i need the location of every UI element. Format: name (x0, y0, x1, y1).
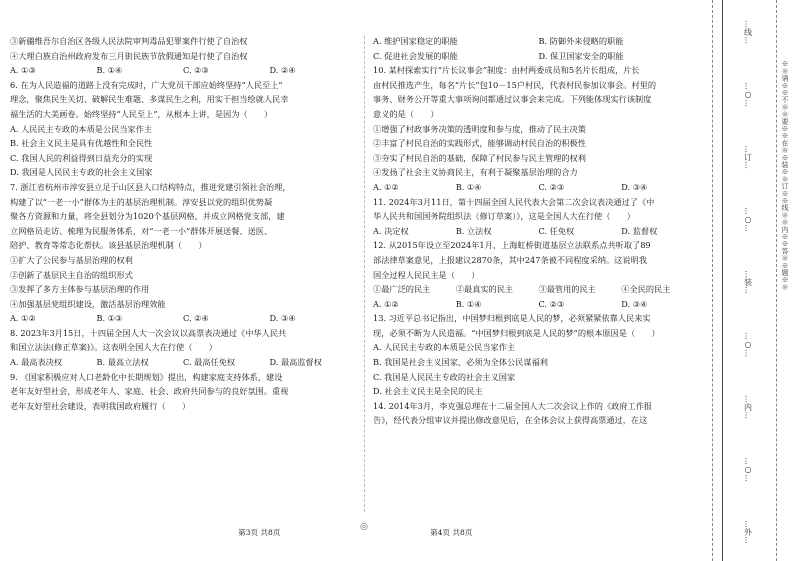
text-line: ④加强基层党组织建设，激活基层治理效能 (10, 298, 166, 309)
answer-option: D. ③④ (621, 298, 648, 309)
text-line: ③夯实了村民自治的基础，保障了村民参与民主管理的权利 (373, 152, 586, 163)
answer-option: B. ①③ (96, 313, 123, 324)
text-line: 理念，聚焦民生关切、破解民生难题、多谋民生之利，用实干担当绘就人民幸 (10, 94, 289, 105)
text-line: A. 人民民主专政的本质是公民当家作主 (10, 123, 153, 134)
text-line: 9. 《国家积极应对人口老龄化中长期规划》提出，构建家庭支持体系，建设 (10, 371, 283, 382)
text-line: 和国立法法(修正草案)》。这表明全国人大在行使（ ） (10, 342, 217, 353)
text-line: 10. 某村探索实行“片长议事会”制度：由村两委成员和5名片长组成，片长 (373, 65, 640, 76)
text-line: 8. 2023年3月15日，十四届全国人大一次会议以高票表决通过《中华人民共 (10, 327, 287, 338)
answer-options-row (373, 224, 704, 239)
answer-option: B. 最高立法权 (96, 357, 149, 368)
answer-option: D. ③④ (621, 181, 648, 192)
binding-dashed-line-inner (776, 0, 777, 561)
center-dot-icon: ◎ (360, 522, 368, 532)
left-page-column (10, 34, 356, 413)
answer-option: ④全民的民主 (621, 284, 671, 295)
binding-label: …装… (743, 270, 753, 294)
text-line: 事务、财务公开等重大事项询问都通过议事会来完成。下列能体现实行该制度 (373, 94, 652, 105)
binding-label: …内… (743, 395, 753, 419)
binding-label: …线… (743, 20, 753, 44)
text-line: 13. 习近平总书记指出，中国梦归根到底是人民的梦，必须紧紧依靠人民来实 (373, 313, 651, 324)
text-line: C. 我国是人民民主专政的社会主义国家 (373, 371, 516, 382)
text-line: 7. 浙江省杭州市淳安县立足于山区县人口结构特点，推进党建引领社会治理， (10, 181, 291, 192)
answer-options-row (10, 355, 356, 370)
page-number-right: 第4页 共8页 (430, 528, 473, 537)
answer-option: A. 维护国家稳定的职能 (373, 36, 458, 46)
answer-option: A. ①② (373, 181, 399, 192)
text-line: ④大理白族自治州政府发布三月街民族节放假通知是行使了自治权 (10, 50, 248, 61)
answer-option: ②最真实的民主 (455, 284, 514, 295)
text-line: 现，必须不断为人民造福。“中国梦归根到底是人民的梦”的根本原因是（ ） (373, 327, 660, 338)
text-line: 福生活的大美画卷。始终坚持“人民至上”，从根本上讲，是因为（ ） (10, 108, 273, 119)
text-line: 部法律草案意见，上报建议2870条，其中247条被不同程度采纳。这说明我 (373, 254, 647, 265)
answer-option: C. ②③ (538, 181, 565, 192)
answer-options-row (373, 34, 704, 49)
answer-option: C. 最高任免权 (183, 357, 236, 368)
answer-option: C. ②③ (538, 298, 565, 309)
answer-options-row (10, 63, 356, 78)
answer-option: D. 最高监督权 (269, 357, 322, 368)
text-line: 老年友好型社会建设，表明我国政府履行（ ） (10, 400, 191, 411)
text-line: 意义的是（ ） (373, 108, 439, 119)
answer-options-row (373, 49, 704, 64)
answer-option: ①最广泛的民主 (373, 284, 431, 295)
text-line: ①扩大了公民参与基层治理的权利 (10, 254, 133, 265)
answer-options-row (10, 311, 356, 326)
answer-options-row (373, 282, 704, 297)
text-line: 陪护、教育等常态化帮扶。该县基层治理机制（ ） (10, 240, 207, 251)
binding-dashed-line-outer (712, 0, 713, 561)
binding-warning-text: ※※请※※不※※要※※在※※装※※订※※线※※内※※答※※题※※ (781, 60, 789, 291)
text-line: 国全过程人民民主是（ ） (373, 269, 480, 280)
answer-option: C. 任免权 (538, 225, 575, 236)
text-line: 11. 2024年3月11日，第十四届全国人民代表大会第二次会议表决通过了《中 (373, 196, 655, 207)
text-line: ④发扬了社会主义协商民主，有利于凝聚基层治理的合力 (373, 167, 578, 178)
text-line: 由村民推选产生，每名“片长”包10－15户村民，代表村民参加议事会。村里的 (373, 79, 657, 90)
answer-option: A. 最高表决权 (10, 357, 63, 368)
answer-option: C. ②③ (183, 65, 209, 76)
answer-option: D. ②④ (269, 65, 296, 76)
text-line: ①增强了村政事务决策的透明度和参与度，推动了民主决策 (373, 123, 586, 134)
binding-label: …外… (743, 520, 753, 544)
text-line: 告》，经代表分组审议并提出修改意见后，在全体会议上获得高票通过，在这 (373, 415, 648, 426)
answer-option: B. ①④ (455, 181, 482, 192)
text-line: 构建了以“一老一小”群体为主的基层治理机制。淳安县以党的组织优势凝 (10, 196, 273, 207)
text-line: 12. 从2015年设立至2024年1月，上海虹桥街道基层立法联系点共听取了89 (373, 240, 651, 251)
answer-option: B. ①④ (96, 65, 123, 76)
text-line: 华人民共和国国务院组织法（修订草案）》，这是全国人大在行使（ ） (373, 211, 635, 222)
answer-option: ③最管用的民主 (538, 284, 596, 295)
answer-option: B. 防御外来侵略的职能 (538, 36, 624, 46)
text-line: D. 我国是人民民主专政的社会主义国家 (10, 167, 153, 178)
text-line: ②丰富了村民自治的实践形式，能够调动村民自治的积极性 (373, 138, 586, 149)
binding-label: …○… (743, 207, 753, 232)
text-line: A. 人民民主专政的本质是公民当家作主 (373, 342, 516, 353)
answer-option: A. ①② (373, 298, 399, 309)
answer-option: C. ②④ (183, 313, 209, 324)
answer-option: C. 促进社会发展的职能 (373, 50, 458, 61)
text-line: ③发挥了多方主体参与基层治理的作用 (10, 284, 150, 295)
text-line: 老年友好型社会，形成老年人、家庭、社会、政府共同参与的良好氛围。重视 (10, 386, 289, 397)
binding-label: …订… (743, 145, 753, 169)
text-line: B. 社会主义民主是具有优越性和全民性 (10, 138, 153, 149)
text-line: 14. 2014年3月，李克强总理在十二届全国人大二次会议上作的《政府工作报 (373, 400, 653, 411)
text-line: D. 社会主义民主是全民的民主 (373, 386, 483, 397)
text-line: 立网格员走访、梳理为民服务体系，对“一老一小”群体开展送餐、送医、 (10, 225, 273, 236)
right-page-column (373, 34, 704, 428)
text-line: ③新疆维吾尔自治区各级人民法院审判毒品犯罪案件行使了自治权 (10, 36, 248, 46)
answer-option: B. ①④ (455, 298, 482, 309)
text-line: C. 我国人民的利益得到日益充分的实现 (10, 152, 153, 163)
text-line: 6. 在为人民造福的道路上没有完成时，广大党员干部应始终坚持“人民至上” (10, 79, 283, 90)
text-line: B. 我国是社会主义国家，必须为全体公民谋福利 (373, 357, 548, 368)
answer-option: A. ①② (10, 313, 36, 324)
text-line: 聚各方资源和力量，将全县划分为1020个基层网格，并成立网格党支部，建 (10, 211, 285, 222)
page-divider (364, 36, 365, 512)
answer-options-row (373, 180, 704, 195)
text-line: ②创新了基层民主自治的组织形式 (10, 269, 133, 280)
answer-option: D. 保卫国家安全的职能 (538, 50, 624, 61)
binding-label: …○… (743, 332, 753, 357)
answer-option: A. ①③ (10, 65, 36, 76)
answer-option: B. 立法权 (455, 225, 492, 236)
binding-labels (722, 20, 774, 544)
binding-label: …○… (743, 82, 753, 107)
answer-options-row (373, 297, 704, 312)
answer-option: A. 决定权 (373, 225, 409, 236)
answer-option: D. ③④ (269, 313, 296, 324)
answer-option: D. 监督权 (621, 225, 658, 236)
page-number-left: 第3页 共8页 (238, 528, 281, 537)
binding-label: …○… (743, 457, 753, 482)
